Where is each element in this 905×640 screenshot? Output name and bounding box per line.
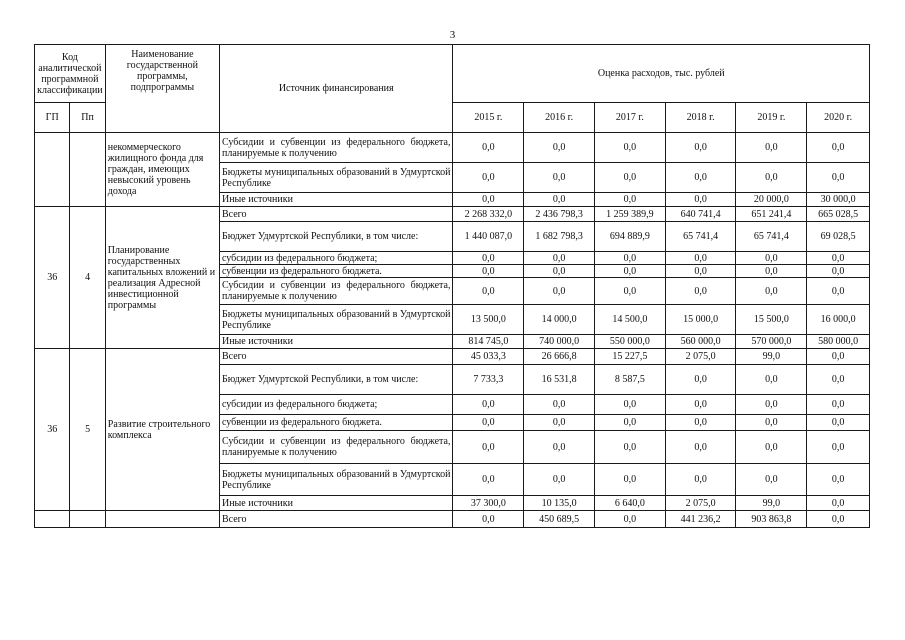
value-cell: 0,0 — [453, 133, 524, 163]
value-cell: 0,0 — [594, 464, 665, 496]
value-cell: 0,0 — [453, 163, 524, 193]
value-cell: 0,0 — [524, 395, 595, 415]
value-cell: 0,0 — [594, 431, 665, 464]
funding-source: Всего — [219, 207, 452, 222]
funding-source: Бюджеты муниципальных образований в Удмуртской Республике — [219, 163, 452, 193]
value-cell: 814 745,0 — [453, 335, 524, 349]
table-row — [35, 349, 870, 365]
value-cell: 37 300,0 — [453, 496, 524, 511]
value-cell: 441 236,2 — [665, 511, 736, 528]
value-cell: 7 733,3 — [453, 365, 524, 395]
value-cell: 550 000,0 — [594, 335, 665, 349]
code-header: Код аналитической программной классификации — [35, 45, 106, 103]
value-cell: 10 135,0 — [524, 496, 595, 511]
value-cell: 20 000,0 — [736, 193, 807, 207]
value-cell: 45 033,3 — [453, 349, 524, 365]
table-row — [35, 207, 870, 222]
value-cell: 0,0 — [807, 365, 870, 395]
year-header: 2017 г. — [594, 103, 665, 133]
funding-source: Бюджеты муниципальных образований в Удмуртской Республике — [219, 464, 452, 496]
value-cell: 0,0 — [807, 133, 870, 163]
value-cell: 580 000,0 — [807, 335, 870, 349]
value-cell: 0,0 — [736, 278, 807, 305]
value-cell: 0,0 — [807, 431, 870, 464]
pp-cell — [70, 133, 105, 207]
value-cell: 0,0 — [736, 431, 807, 464]
funding-source: субсидии из федерального бюджета; — [219, 395, 452, 415]
value-cell: 15 000,0 — [665, 305, 736, 335]
year-header: 2019 г. — [736, 103, 807, 133]
value-cell: 0,0 — [665, 395, 736, 415]
program-name: Развитие строительного комплекса — [105, 349, 219, 511]
pp-cell: 5 — [70, 349, 105, 511]
value-cell: 0,0 — [807, 252, 870, 265]
value-cell: 30 000,0 — [807, 193, 870, 207]
funding-source: Субсидии и субвенции из федерального бюджета, планируемые к получению — [219, 431, 452, 464]
value-cell: 0,0 — [807, 511, 870, 528]
value-cell: 0,0 — [665, 464, 736, 496]
page-number: 3 — [449, 29, 456, 41]
gp-cell: 36 — [35, 207, 70, 349]
value-cell: 570 000,0 — [736, 335, 807, 349]
value-cell: 0,0 — [453, 511, 524, 528]
budget-table — [34, 44, 870, 528]
gp-cell — [35, 511, 70, 528]
value-cell: 14 500,0 — [594, 305, 665, 335]
pp-cell — [70, 511, 105, 528]
value-cell: 2 268 332,0 — [453, 207, 524, 222]
value-cell: 0,0 — [524, 278, 595, 305]
year-header: 2016 г. — [524, 103, 595, 133]
value-cell: 0,0 — [665, 252, 736, 265]
value-cell: 13 500,0 — [453, 305, 524, 335]
value-cell: 0,0 — [453, 278, 524, 305]
value-cell: 6 640,0 — [594, 496, 665, 511]
value-cell: 0,0 — [524, 163, 595, 193]
value-cell: 0,0 — [524, 415, 595, 431]
value-cell: 99,0 — [736, 349, 807, 365]
value-cell: 0,0 — [524, 193, 595, 207]
program-name: Планирование государственных капитальных вложений и реализация Адресной инвестиционной программы — [105, 207, 219, 349]
gp-cell: 36 — [35, 349, 70, 511]
value-cell: 16 531,8 — [524, 365, 595, 395]
value-cell: 1 440 087,0 — [453, 222, 524, 252]
value-cell: 0,0 — [594, 511, 665, 528]
gp-header: ГП — [35, 103, 70, 133]
budget-table-body — [35, 45, 870, 528]
value-cell: 450 689,5 — [524, 511, 595, 528]
value-cell: 2 075,0 — [665, 496, 736, 511]
value-cell: 0,0 — [736, 415, 807, 431]
funding-source: Всего — [219, 349, 452, 365]
funding-source: Иные источники — [219, 335, 452, 349]
pp-cell: 4 — [70, 207, 105, 349]
value-cell: 560 000,0 — [665, 335, 736, 349]
value-cell: 0,0 — [594, 415, 665, 431]
value-cell: 0,0 — [807, 163, 870, 193]
value-cell: 0,0 — [453, 265, 524, 278]
funding-source: Всего — [219, 511, 452, 528]
value-cell: 1 682 798,3 — [524, 222, 595, 252]
value-cell: 740 000,0 — [524, 335, 595, 349]
value-cell: 694 889,9 — [594, 222, 665, 252]
value-cell: 0,0 — [453, 252, 524, 265]
value-cell: 2 436 798,3 — [524, 207, 595, 222]
year-header: 2020 г. — [807, 103, 870, 133]
funding-source: Бюджет Удмуртской Республики, в том числе: — [219, 222, 452, 252]
value-cell: 65 741,4 — [736, 222, 807, 252]
program-name: некоммерческого жилищного фонда для граждан, имеющих невысокий уровень дохода — [105, 133, 219, 207]
value-cell: 0,0 — [594, 193, 665, 207]
value-cell: 0,0 — [453, 193, 524, 207]
value-cell: 0,0 — [807, 464, 870, 496]
value-cell: 16 000,0 — [807, 305, 870, 335]
funding-source: Иные источники — [219, 193, 452, 207]
value-cell: 0,0 — [453, 415, 524, 431]
value-cell: 640 741,4 — [665, 207, 736, 222]
value-cell: 65 741,4 — [665, 222, 736, 252]
table-row — [35, 511, 870, 528]
value-cell: 0,0 — [594, 265, 665, 278]
funding-source: субсидии из федерального бюджета; — [219, 252, 452, 265]
table-row — [35, 133, 870, 163]
value-cell: 0,0 — [665, 365, 736, 395]
value-cell: 0,0 — [665, 415, 736, 431]
value-cell: 0,0 — [807, 395, 870, 415]
value-cell: 0,0 — [736, 265, 807, 278]
funding-source: Иные источники — [219, 496, 452, 511]
value-cell: 0,0 — [665, 133, 736, 163]
value-cell: 0,0 — [665, 163, 736, 193]
value-cell: 15 227,5 — [594, 349, 665, 365]
value-cell: 903 863,8 — [736, 511, 807, 528]
value-cell: 0,0 — [665, 193, 736, 207]
value-cell: 651 241,4 — [736, 207, 807, 222]
funding-source: субвенции из федерального бюджета. — [219, 265, 452, 278]
funding-source: Субсидии и субвенции из федерального бюджета, планируемые к получению — [219, 278, 452, 305]
value-cell: 0,0 — [736, 365, 807, 395]
value-cell: 0,0 — [807, 415, 870, 431]
value-cell: 0,0 — [524, 431, 595, 464]
value-cell: 69 028,5 — [807, 222, 870, 252]
value-cell: 0,0 — [807, 278, 870, 305]
value-cell: 1 259 389,9 — [594, 207, 665, 222]
value-cell: 99,0 — [736, 496, 807, 511]
value-cell: 0,0 — [807, 496, 870, 511]
value-cell: 0,0 — [594, 163, 665, 193]
value-cell: 0,0 — [665, 265, 736, 278]
value-cell: 0,0 — [594, 278, 665, 305]
value-cell: 14 000,0 — [524, 305, 595, 335]
value-cell: 0,0 — [594, 133, 665, 163]
value-cell: 26 666,8 — [524, 349, 595, 365]
value-cell: 0,0 — [453, 464, 524, 496]
value-cell: 0,0 — [736, 395, 807, 415]
value-cell: 15 500,0 — [736, 305, 807, 335]
pp-header: Пп — [70, 103, 105, 133]
value-cell: 8 587,5 — [594, 365, 665, 395]
value-cell: 0,0 — [736, 133, 807, 163]
year-header: 2018 г. — [665, 103, 736, 133]
value-cell: 0,0 — [736, 464, 807, 496]
gp-cell — [35, 133, 70, 207]
source-header: Источник финансирования — [219, 45, 452, 133]
header-row — [35, 45, 870, 103]
year-header: 2015 г. — [453, 103, 524, 133]
funding-source: Бюджеты муниципальных образований в Удмуртской Республике — [219, 305, 452, 335]
value-cell: 0,0 — [524, 252, 595, 265]
funding-source: Бюджет Удмуртской Республики, в том числе: — [219, 365, 452, 395]
funding-source: субвенции из федерального бюджета. — [219, 415, 452, 431]
value-cell: 0,0 — [736, 252, 807, 265]
value-cell: 0,0 — [524, 265, 595, 278]
value-cell: 0,0 — [665, 278, 736, 305]
value-cell: 0,0 — [594, 395, 665, 415]
value-cell: 0,0 — [807, 265, 870, 278]
value-cell: 0,0 — [807, 349, 870, 365]
value-cell: 0,0 — [524, 464, 595, 496]
value-cell: 0,0 — [453, 431, 524, 464]
value-cell: 0,0 — [453, 395, 524, 415]
funding-source: Субсидии и субвенции из федерального бюджета, планируемые к получению — [219, 133, 452, 163]
value-cell: 0,0 — [665, 431, 736, 464]
value-cell: 0,0 — [524, 133, 595, 163]
value-cell: 0,0 — [594, 252, 665, 265]
name-header: Наименование государственной программы, подпрограммы — [105, 45, 219, 133]
value-cell: 665 028,5 — [807, 207, 870, 222]
program-name — [105, 511, 219, 528]
estimate-header: Оценка расходов, тыс. рублей — [453, 45, 870, 103]
value-cell: 0,0 — [736, 163, 807, 193]
value-cell: 2 075,0 — [665, 349, 736, 365]
